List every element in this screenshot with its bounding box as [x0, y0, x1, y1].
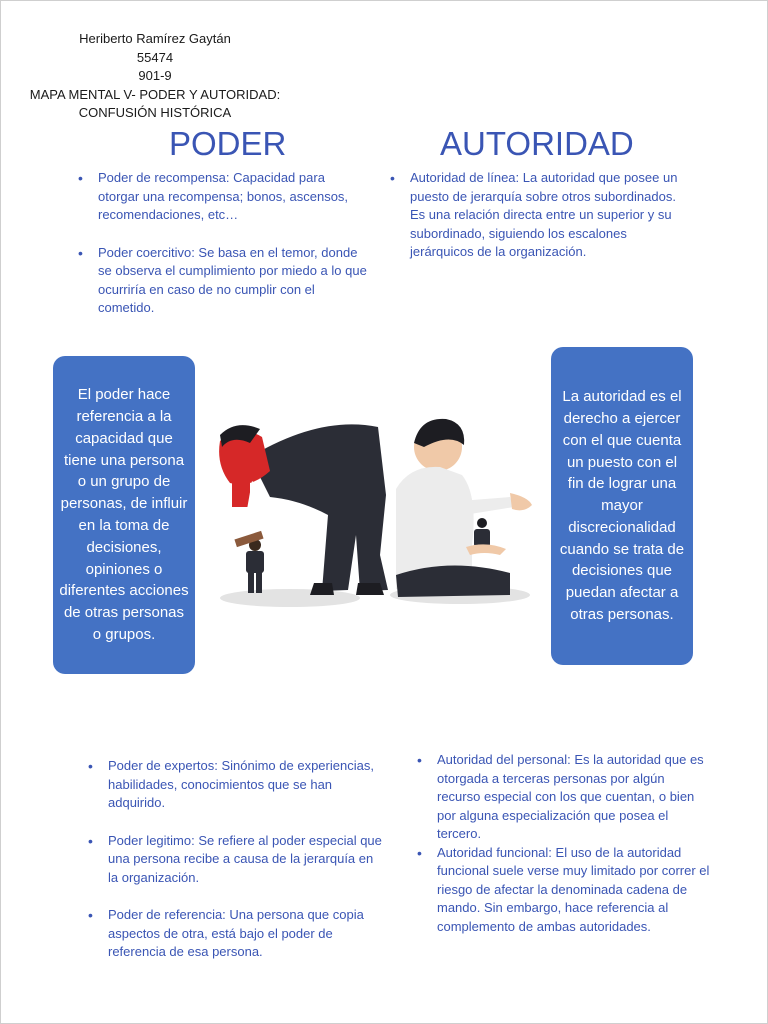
dominant-boss-figure — [219, 424, 388, 595]
poder-heading: PODER — [169, 125, 287, 162]
list-item: • Autoridad funcional: El uso de la autoridad funcional suele verse muy limitado por correr el riesgo de afectar la denominada cadena de mando. Sin embargo, hace referencia al complemento de ambas autoridades. — [415, 844, 711, 937]
group-number: 901-9 — [138, 68, 172, 83]
document-header — [10, 30, 300, 123]
list-item: • Autoridad del personal: Es la autoridad que es otorgada a terceras personas por algún recurso especial con los que cuentan, o bien por alguna especialización que posea el tercero. — [415, 751, 711, 844]
autoridad-definition-box — [551, 347, 693, 665]
power-vs-authority-illustration — [210, 405, 540, 625]
document-title: MAPA MENTAL V- PODER Y AUTORIDAD: — [29, 86, 281, 102]
list-item: • Poder de recompensa: Capacidad para otorgar una recompensa; bonos, ascensos, recomendaciones, etc… — [76, 169, 368, 225]
autoridad-definition-text: La autoridad es el derecho a ejercer con el que cuenta un puesto con el fin de lograr una mayor discrecionalidad cuando se trata de decisiones que puedan afectar a otras personas. — [559, 388, 685, 624]
student-id: 55474 — [136, 49, 174, 65]
small-subordinate-figure — [234, 531, 264, 593]
autoridad-heading: AUTORIDAD — [440, 125, 634, 162]
autoridad-list-top — [388, 169, 688, 281]
list-item: • Autoridad de línea: La autoridad que posee un puesto de jerarquía sobre otros subordinados. Es una relación directa entre un superior y su subordinado, siguiendo los escalones jerárquicos de la organización. — [388, 169, 688, 262]
poder-definition-box — [53, 356, 195, 674]
document-subtitle: CONFUSIÓN HISTÓRICA — [78, 105, 232, 120]
boss-shadow — [220, 589, 360, 607]
poder-list-bottom — [86, 757, 386, 981]
list-item: • Poder coercitivo: Se basa en el temor, donde se observa el cumplimiento por miedo a lo que ocurriría en caso de no cumplir con el cometido. — [76, 244, 368, 318]
poder-definition-text: El poder hace referencia a la capacidad que tiene una persona o un grupo de personas, de influir en la toma de decisiones, opiniones o diferentes acciones de otras personas o grupos. — [59, 386, 189, 643]
autoridad-list-bottom — [415, 751, 711, 936]
leader-legs — [396, 565, 510, 597]
small-figure-on-palm — [474, 529, 490, 547]
list-item: • Poder de referencia: Una persona que copia aspectos de otra, está bajo el poder de referencia de esa persona. — [86, 906, 386, 962]
poder-list-top — [76, 169, 368, 337]
list-item: • Poder de expertos: Sinónimo de experiencias, habilidades, conocimientos que se han adquirido. — [86, 757, 386, 813]
leader-open-hand — [510, 493, 532, 510]
supportive-leader-figure — [396, 419, 532, 597]
list-item: • Poder legitimo: Se refiere al poder especial que una persona recibe a causa de la jerarquía en la organización. — [86, 832, 386, 888]
author-name: Heriberto Ramírez Gaytán — [79, 31, 231, 46]
boss-pointing-arm — [232, 477, 250, 507]
